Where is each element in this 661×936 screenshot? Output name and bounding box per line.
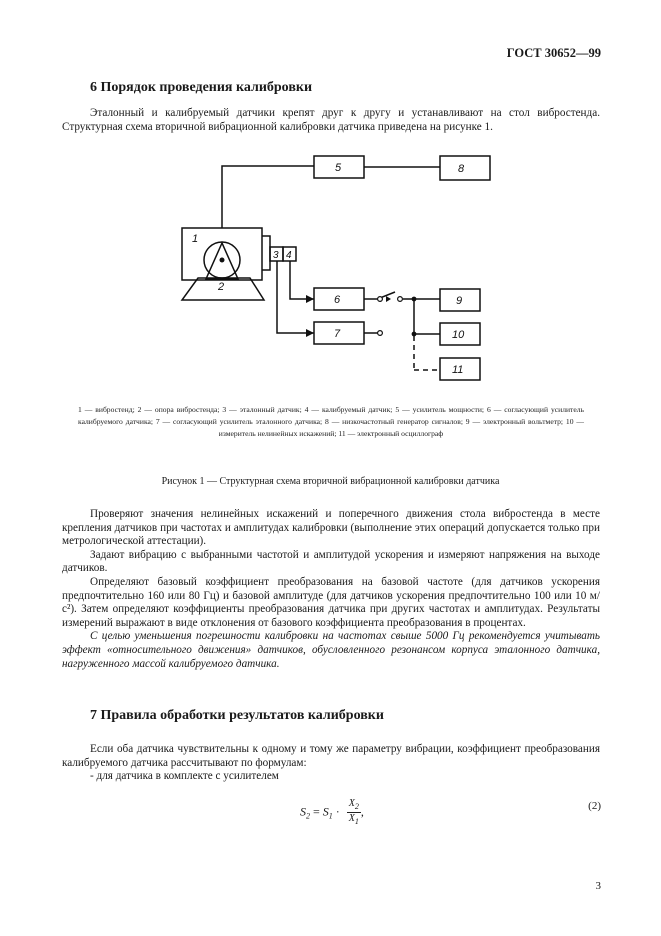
formula-end: ,	[360, 804, 364, 819]
section-7-paragraph: Если оба датчика чувствительны к одному и тому же параметру вибрации, коэффициент преобразования калибруемого датчика рассчитывают по формулам:	[62, 743, 600, 769]
label-11: 11	[452, 364, 464, 376]
figure-legend: 1 — вибростенд; 2 — опора вибростенда; 3 — эталонный датчик; 4 — калибруемый датчик; 5 — усилитель мощности; 6 — согласующий усилитель калибруемого датчика; 7 — согласующий усилитель эталонного датчика; 8 — низкочастотный генератор сигналов; 9 — электронный вольтметр; 10 — измеритель нелинейных искажений; 11 — электронный осциллограф	[78, 405, 584, 438]
label-10: 10	[452, 329, 465, 341]
formula-lhs: S	[300, 804, 306, 819]
formula-2	[300, 798, 364, 827]
section-7-item: - для датчика в комплекте с усилителем	[90, 770, 279, 783]
label-3: 3	[273, 250, 279, 261]
figure-caption: Рисунок 1 — Структурная схема вторичной вибрационной калибровки датчика	[161, 476, 500, 487]
standard-header: ГОСТ 30652—99	[506, 46, 601, 60]
section-7-text	[62, 743, 600, 784]
body-text	[62, 508, 600, 671]
formula-fraction	[347, 798, 361, 827]
equation-number: (2)	[588, 800, 601, 812]
paragraph-nonlinear: Проверяют значения нелинейных искажений и поперечного движения стола вибростенда в месте крепления датчиков при частотах и амплитудах калибровки (выполнение этих операций допускается только при метрологической аттестации).	[62, 508, 600, 548]
paragraph-vibration: Задают вибрацию с выбранными частотой и амплитудой ускорения и измеряют напряжения на выходе датчиков.	[62, 548, 600, 575]
formula-den-sub: 1	[354, 817, 359, 826]
label-8: 8	[458, 163, 465, 175]
label-7: 7	[334, 328, 341, 340]
label-6: 6	[334, 294, 341, 306]
formula-rhs: S	[322, 804, 329, 819]
label-1: 1	[192, 233, 199, 245]
formula-dot: ·	[332, 804, 343, 819]
label-2: 2	[218, 281, 225, 293]
formula-lhs-sub: 2	[306, 811, 310, 821]
page-number: 3	[595, 880, 601, 892]
label-5: 5	[335, 162, 342, 174]
intro-paragraph: Эталонный и калибруемый датчики крепят друг к другу и устанавливают на стол вибростенда. Структурная схема вторичной вибрационной калибровки датчика приведена на рисунке 1.	[62, 107, 600, 133]
formula-num-sub: 2	[354, 802, 359, 811]
italic-note: С целью уменьшения погрешности калибровки на частотах свыше 5000 Гц рекомендуется учитывать эффект «относительного движения» датчиков, обусловленного резонансом корпуса эталонного датчика, нагруженного массой калибруемого датчика.	[62, 630, 600, 670]
label-4: 4	[286, 250, 292, 261]
section-6-title: 6 Порядок проведения калибровки	[90, 80, 313, 95]
section-7-title: 7 Правила обработки результатов калибровки	[90, 708, 384, 723]
label-9: 9	[456, 295, 463, 307]
formula-den: X	[348, 813, 355, 824]
generator-box	[440, 156, 490, 180]
paragraph-coefficient: Определяют базовый коэффициент преобразования на базовой частоте (для датчиков ускорения предпочтительно 160 или 80 Гц) и базовой амплитуде (для датчиков ускорения предпочтительно 100 или 10 м/с²). Затем определяют коэффициенты преобразования датчика при других частотах и амплитудах. Результаты измерений выражают в виде отклонения от базового коэффициента преобразования в процентах.	[62, 575, 600, 629]
formula-num: X	[348, 798, 355, 809]
formula-eq: =	[310, 804, 323, 819]
formula-rhs-sub: 1	[328, 811, 333, 821]
